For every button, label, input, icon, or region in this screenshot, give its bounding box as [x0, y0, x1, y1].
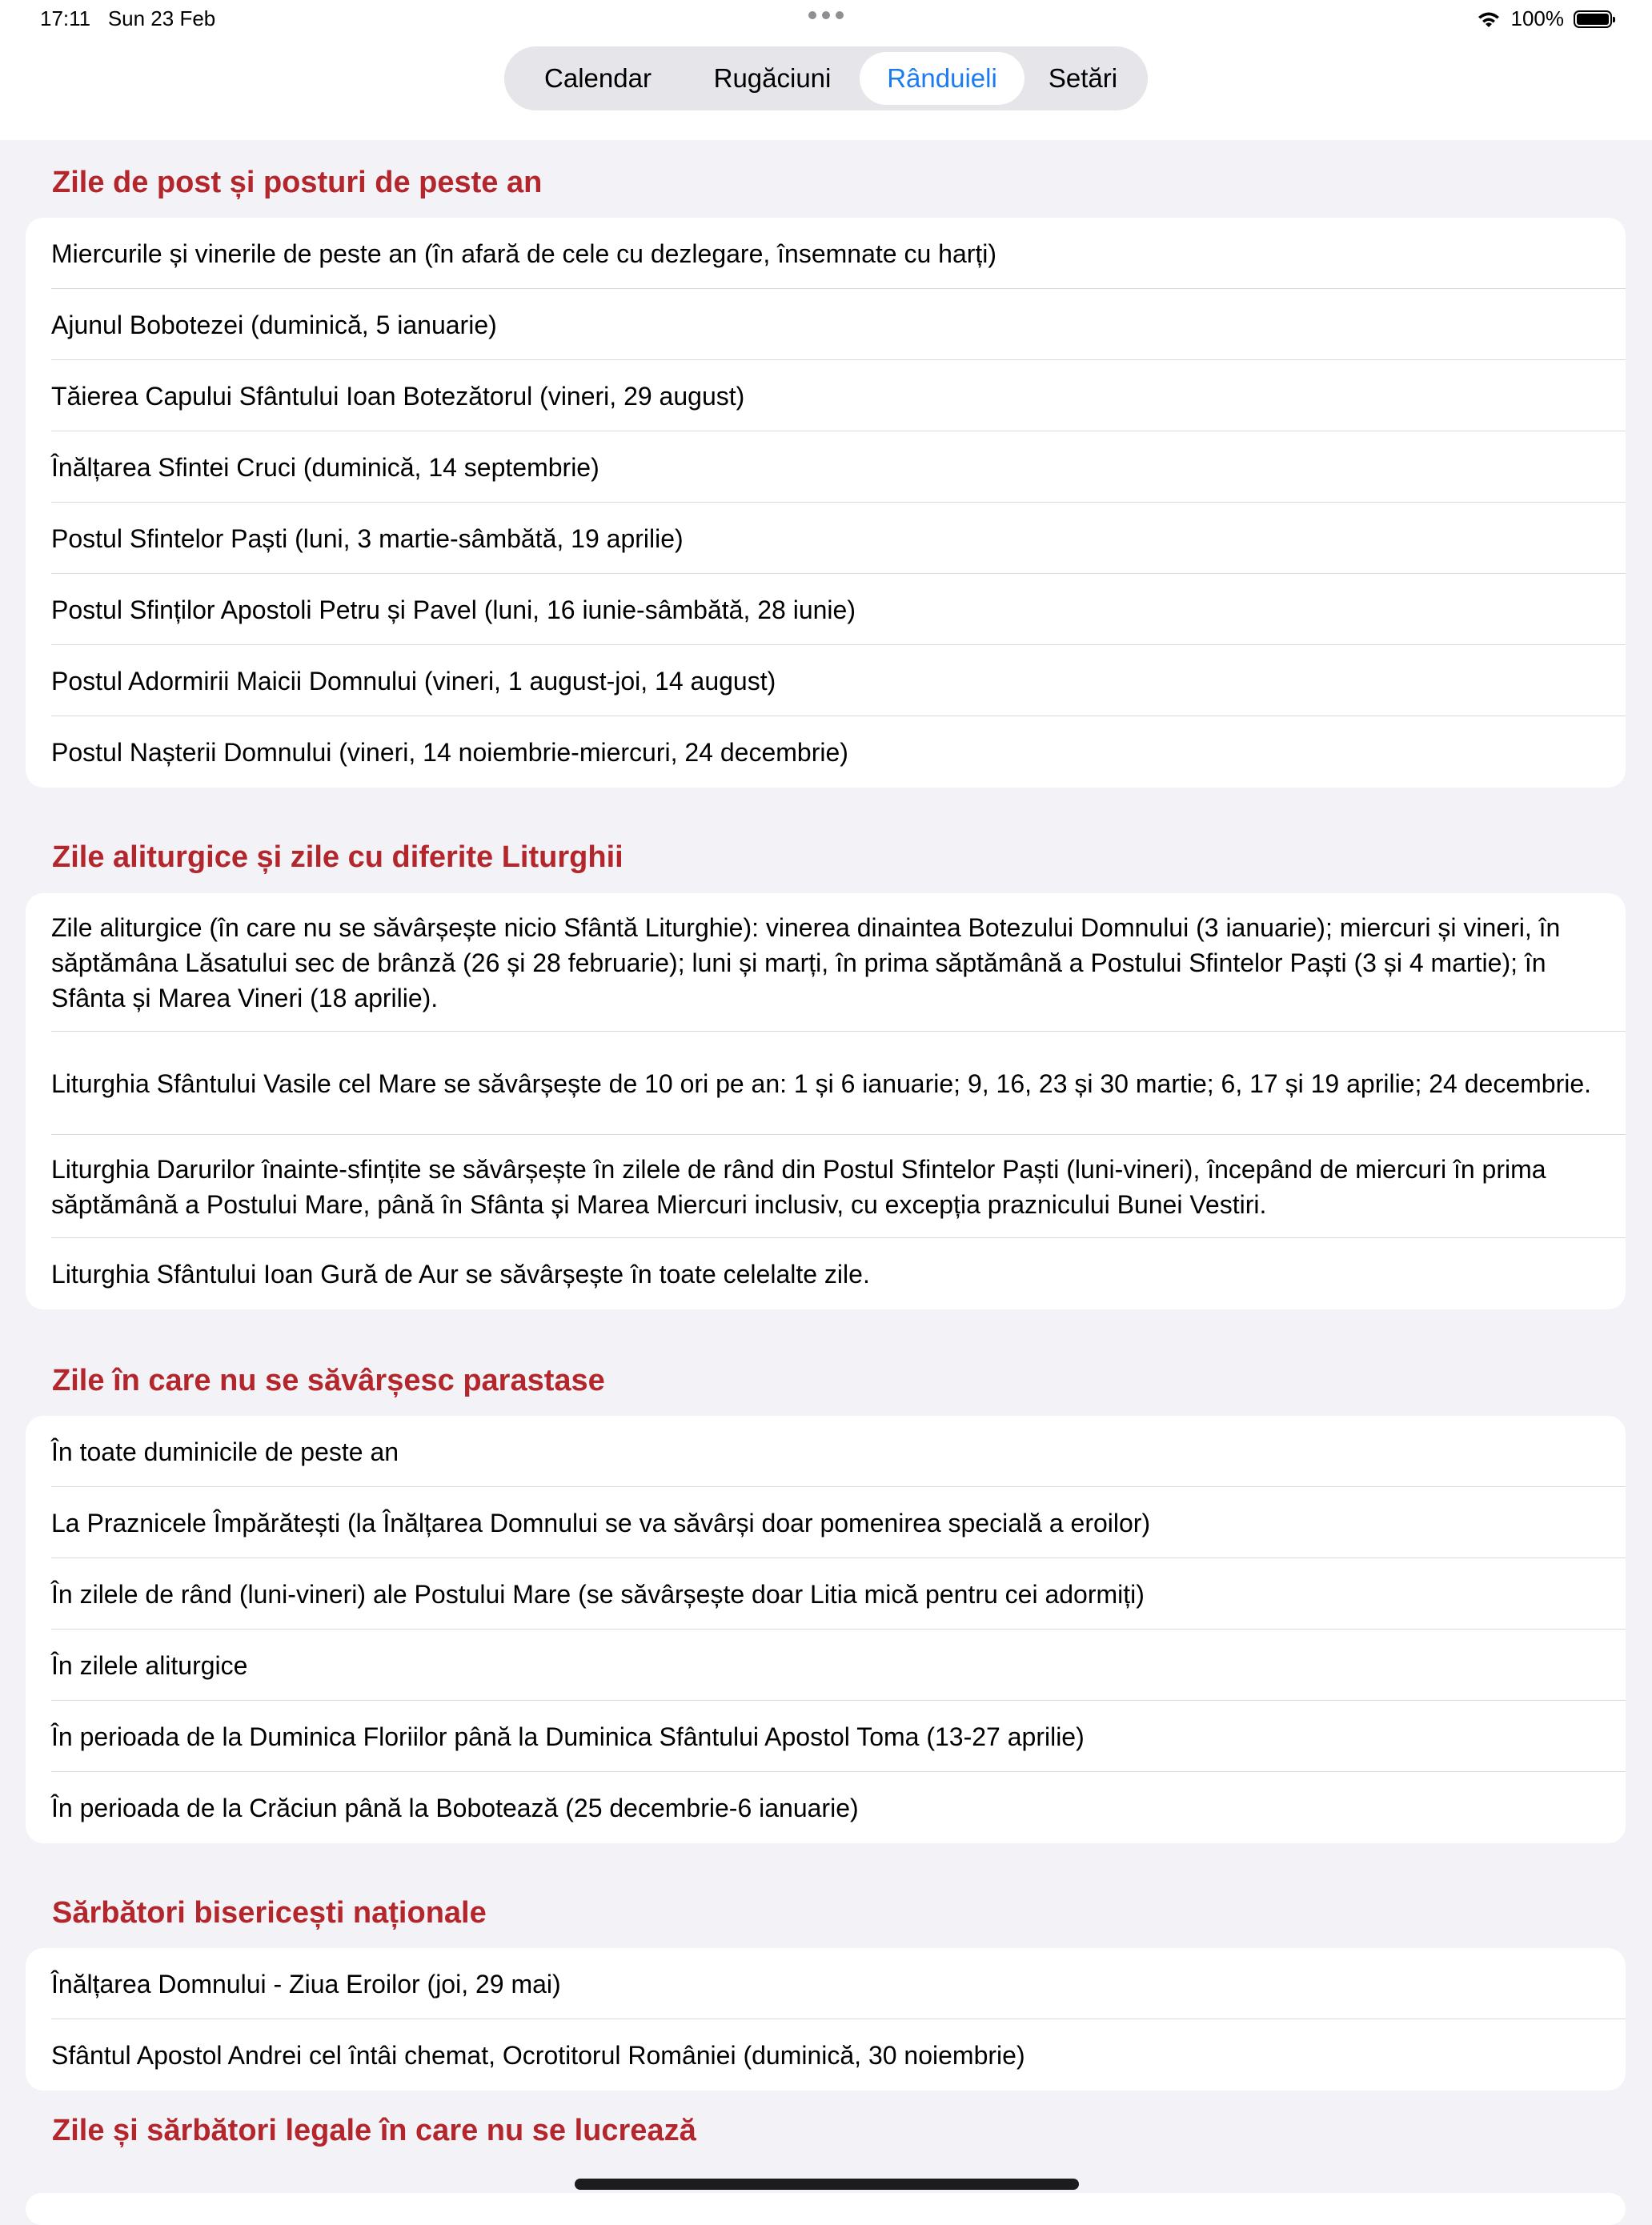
list-item[interactable]: Postul Sfintelor Paști (luni, 3 martie-sâmbătă, 19 aprilie) — [26, 503, 1626, 574]
list-item[interactable]: Liturghia Sfântului Ioan Gură de Aur se săvârșește în toate celelalte zile. — [51, 1259, 870, 1289]
section-card-sarbatori-nationale — [26, 1948, 1626, 2091]
list-item[interactable]: La Praznicele Împărătești (la Înălțarea Domnului se va săvârși doar pomenirea specială a eroilor) — [26, 1487, 1626, 1558]
section-card-post — [26, 218, 1626, 788]
list-item[interactable]: Sfântul Apostol Andrei cel întâi chemat, Ocrotitorul României (duminică, 30 noiembrie) — [51, 2040, 1025, 2070]
section-title-post: Zile de post și posturi de peste an — [52, 166, 543, 199]
list-item[interactable]: Zile aliturgice (în care nu se săvârșește nicio Sfântă Liturghie): vinerea dinaintea Botezului Domnului (3 ianuarie); miercuri și vineri, în săptămâna Lăsatului sec de brânză (26 și 28 februarie); luni și marți, în prima săptămână a Postului Sfintelor Paști (3 și 4 martie); în Sfânta și Marea Vineri (18 aprilie). — [26, 893, 1626, 1032]
list-item[interactable]: Miercurile și vinerile de peste an (în afară de cele cu dezlegare, însemnate cu harți) — [26, 218, 1626, 289]
section-title-parastase: Zile în care nu se săvârșesc parastase — [52, 1364, 605, 1397]
list-item[interactable]: În toate duminicile de peste an — [26, 1416, 1626, 1487]
home-indicator[interactable] — [575, 2179, 1079, 2190]
list-item[interactable]: În perioada de la Duminica Floriilor până la Duminica Sfântului Apostol Toma (13-27 aprilie) — [26, 1701, 1626, 1772]
list-item[interactable]: Liturghia Darurilor înainte-sfințite se săvârșește în zilele de rând din Postul Sfintelor Paști (luni-vineri), începând de miercuri în prima săptămână a Postului Mare, până în Sfânta și Marea Miercuri inclusiv, cu excepția praznicului Bunei Vestiri. — [26, 1135, 1626, 1238]
status-time — [40, 6, 215, 31]
section-title-aliturgice: Zile aliturgice și zile cu diferite Liturghii — [52, 840, 624, 874]
list-item[interactable]: În zilele de rând (luni-vineri) ale Postului Mare (se săvârșește doar Litia mică pentru cei adormiți) — [26, 1558, 1626, 1630]
tab-segmented-control — [504, 46, 1148, 110]
battery-icon — [1574, 10, 1612, 28]
section-title-sarbatori-legale: Zile și sărbători legale în care nu se lucrează — [52, 2114, 696, 2147]
tab-setari[interactable]: Setări — [1048, 63, 1118, 93]
top-bar — [0, 0, 1652, 140]
list-item[interactable]: Postul Adormirii Maicii Domnului (vineri, 1 august-joi, 14 august) — [26, 645, 1626, 716]
list-item[interactable]: În perioada de la Crăciun până la Bobotează (25 decembrie-6 ianuarie) — [51, 1793, 859, 1822]
list-item[interactable]: Tăierea Capului Sfântului Ioan Botezătorul (vineri, 29 august) — [26, 360, 1626, 431]
status-right — [1476, 6, 1613, 31]
tab-rugaciuni[interactable]: Rugăciuni — [713, 63, 832, 93]
list-item[interactable]: Postul Nașterii Domnului (vineri, 14 noiembrie-miercuri, 24 decembrie) — [51, 737, 848, 767]
list-item[interactable]: Ajunul Bobotezei (duminică, 5 ianuarie) — [26, 289, 1626, 360]
list-item[interactable]: Liturghia Sfântului Vasile cel Mare se săvârșește de 10 ori pe an: 1 și 6 ianuarie; 9, 16, 23 și 30 martie; 6, 17 și 19 aprilie; 24 decembrie. — [26, 1032, 1626, 1135]
section-card-aliturgice — [26, 893, 1626, 1309]
status-clock: 17:11 — [40, 6, 91, 30]
battery-percentage: 100% — [1510, 6, 1564, 30]
multitasking-dots-icon[interactable] — [808, 11, 844, 19]
status-date: Sun 23 Feb — [107, 6, 216, 30]
tab-calendar[interactable]: Calendar — [544, 63, 652, 93]
section-card-parastase — [26, 1416, 1626, 1843]
list-item[interactable]: În zilele aliturgice — [26, 1630, 1626, 1701]
wifi-icon — [1476, 10, 1502, 29]
section-card-sarbatori-legale — [26, 2193, 1626, 2225]
list-item[interactable]: Înălțarea Sfintei Cruci (duminică, 14 septembrie) — [26, 431, 1626, 503]
tab-randuieli[interactable]: Rânduieli — [860, 52, 1024, 105]
list-item[interactable]: Postul Sfinților Apostoli Petru și Pavel (luni, 16 iunie-sâmbătă, 28 iunie) — [26, 574, 1626, 645]
list-item[interactable]: Înălțarea Domnului - Ziua Eroilor (joi, 29 mai) — [26, 1948, 1626, 2019]
section-title-sarbatori-nationale: Sărbători bisericești naționale — [52, 1896, 487, 1930]
